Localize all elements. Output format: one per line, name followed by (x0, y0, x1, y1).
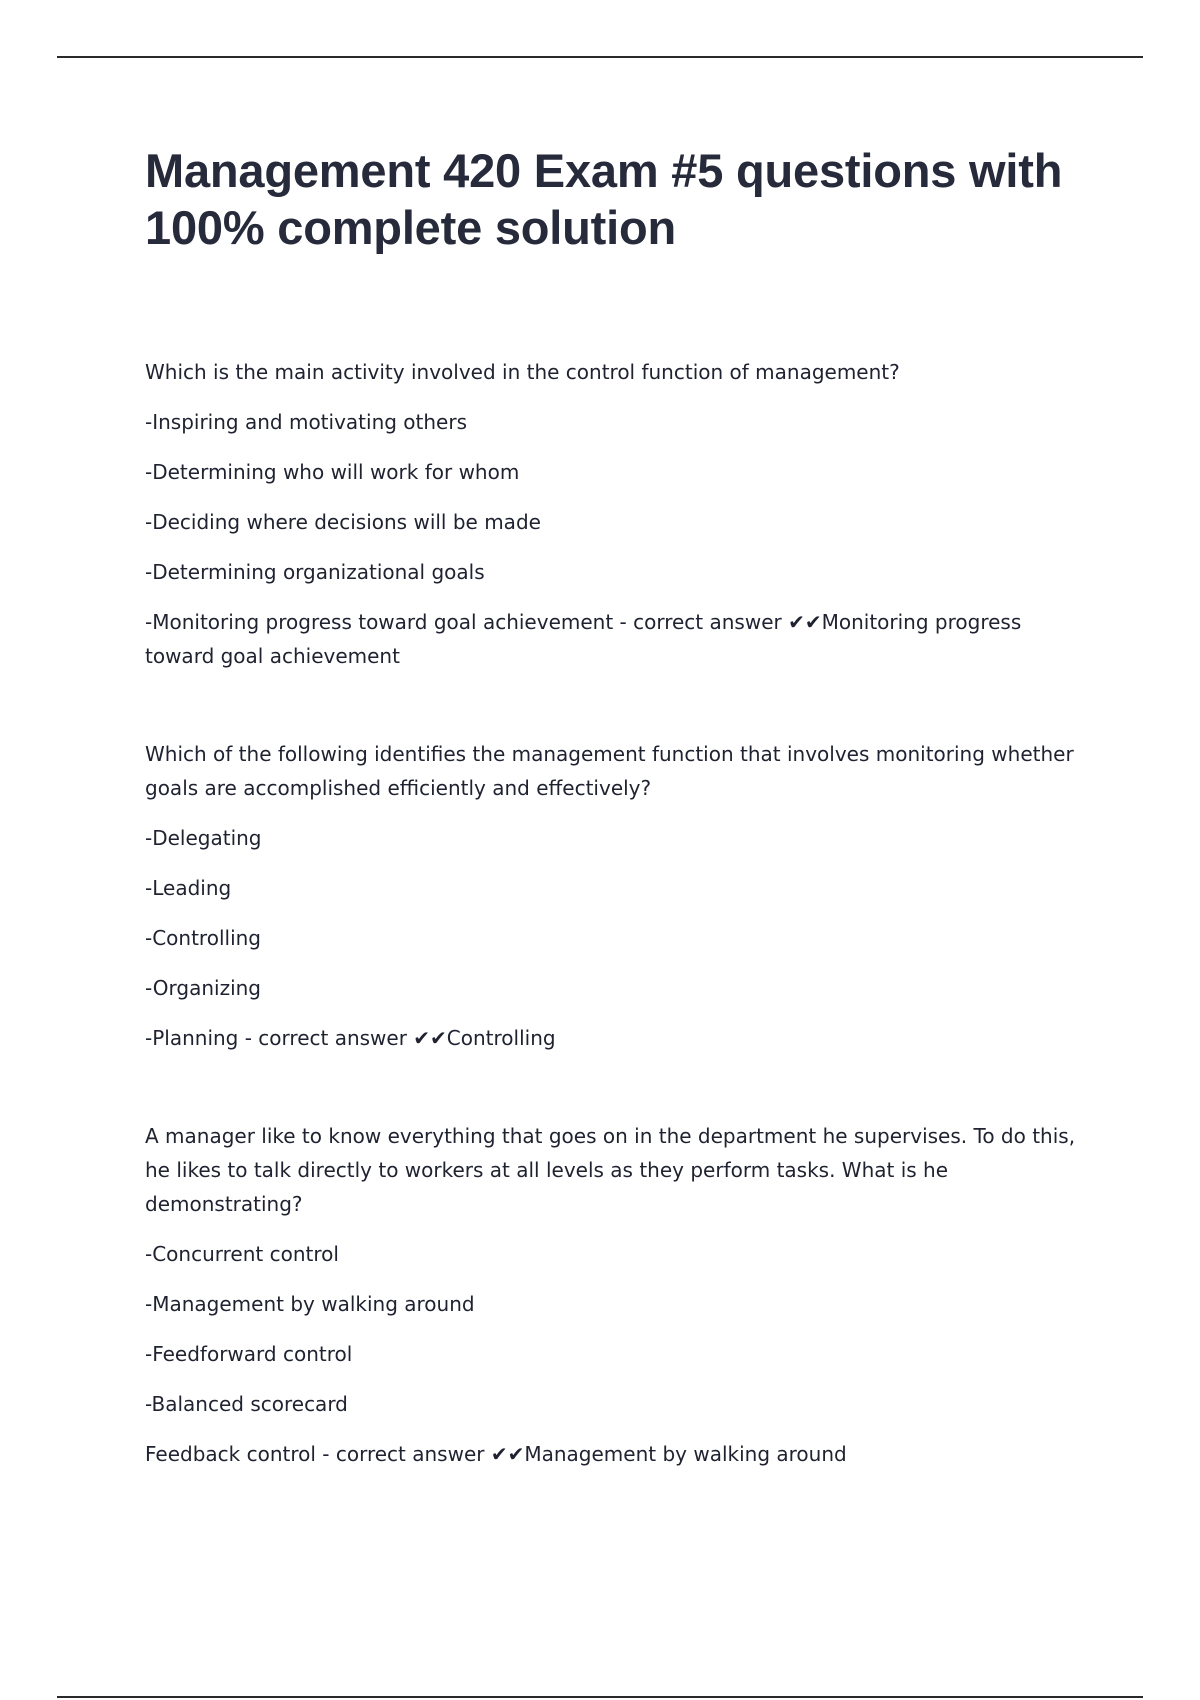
answer-option: -Delegating (145, 826, 262, 850)
answer-option: -Feedforward control (145, 1342, 353, 1366)
answer-option: -Determining organizational goals (145, 560, 485, 584)
answer-option: -Concurrent control (145, 1242, 339, 1266)
question-text: Which is the main activity involved in the control function of management? (145, 360, 900, 384)
answer-option: -Deciding where decisions will be made (145, 510, 541, 534)
answer-option: -Leading (145, 876, 232, 900)
answer-option: -Organizing (145, 976, 261, 1000)
document-title: Management 420 Exam #5 questions with 100% complete solution (145, 144, 1063, 254)
answer-option: -Controlling (145, 926, 261, 950)
bottom-divider (57, 1696, 1143, 1698)
question-block-3 (145, 1119, 1090, 1471)
answer-option: -Management by walking around (145, 1292, 475, 1316)
question-block-1 (145, 355, 1090, 673)
answer-option-with-solution: -Monitoring progress toward goal achievement - correct answer ✔✔Monitoring progress toward goal achievement (145, 610, 1022, 668)
answer-option-with-solution: Feedback control - correct answer ✔✔Management by walking around (145, 1442, 847, 1466)
question-block-2 (145, 737, 1090, 1055)
answer-option-with-solution: -Planning - correct answer ✔✔Controlling (145, 1026, 556, 1050)
answer-option: -Determining who will work for whom (145, 460, 520, 484)
document-body (145, 355, 1090, 1535)
answer-option: -Balanced scorecard (145, 1392, 348, 1416)
question-text: Which of the following identifies the management function that involves monitoring whether goals are accomplished efficiently and effectively? (145, 742, 1074, 800)
answer-option: -Inspiring and motivating others (145, 410, 467, 434)
question-text: A manager like to know everything that goes on in the department he supervises. To do this, he likes to talk directly to workers at all levels as they perform tasks. What is he demonstrating? (145, 1124, 1076, 1216)
top-divider (57, 56, 1143, 58)
